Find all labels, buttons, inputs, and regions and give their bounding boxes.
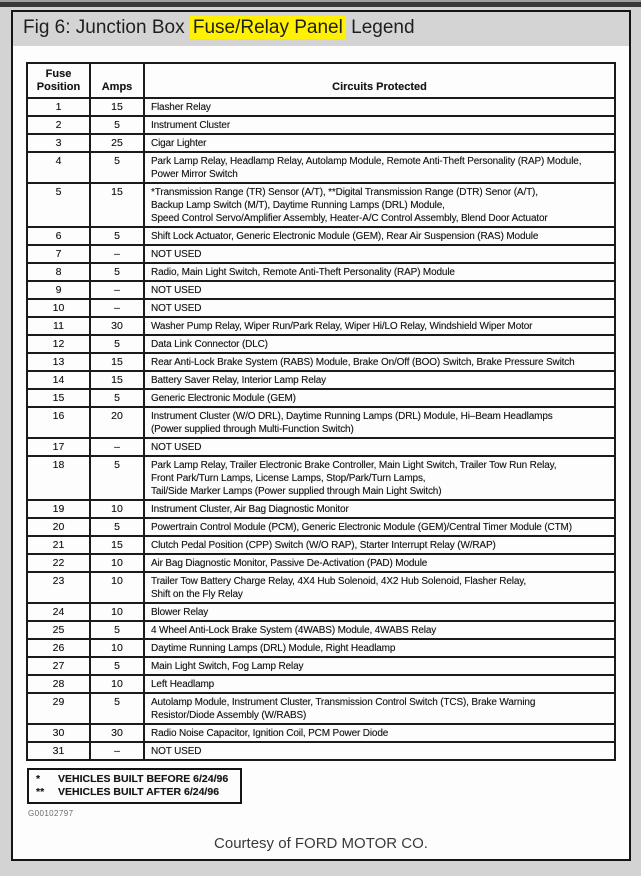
circuits-cell	[144, 603, 615, 621]
table-row	[27, 572, 615, 603]
fuse-position-cell: 30	[27, 724, 90, 742]
circuits-cell	[144, 299, 615, 317]
amps-cell: 5	[90, 621, 144, 639]
circuits-cell	[144, 675, 615, 693]
circuit-line: NOT USED	[151, 303, 202, 314]
amps-cell: 5	[90, 335, 144, 353]
amps-cell: 20	[90, 407, 144, 438]
fuse-position-cell: 19	[27, 500, 90, 518]
circuit-line: Radio Noise Capacitor, Ignition Coil, PCM Power Diode	[151, 728, 389, 739]
table-row	[27, 675, 615, 693]
circuit-line: Speed Control Servo/Amplifier Assembly, Heater-A/C Control Assembly, Blend Door Actuator	[151, 213, 548, 224]
fuse-position-cell: 16	[27, 407, 90, 438]
circuits-cell	[144, 335, 615, 353]
amps-cell: 10	[90, 603, 144, 621]
amps-cell: 25	[90, 134, 144, 152]
circuits-cell	[144, 317, 615, 335]
circuit-line: Generic Electronic Module (GEM)	[151, 393, 296, 404]
circuits-cell	[144, 572, 615, 603]
table-row	[27, 639, 615, 657]
circuit-line: Trailer Tow Battery Charge Relay, 4X4 Hub Solenoid, 4X2 Hub Solenoid, Flasher Relay,	[151, 576, 527, 587]
fuse-position-cell: 6	[27, 227, 90, 245]
fuse-position-cell: 22	[27, 554, 90, 572]
circuits-cell	[144, 536, 615, 554]
amps-cell: 15	[90, 536, 144, 554]
circuits-cell	[144, 438, 615, 456]
circuits-cell	[144, 639, 615, 657]
amps-cell: 10	[90, 675, 144, 693]
circuit-line: Powertrain Control Module (PCM), Generic Electronic Module (GEM)/Central Timer Module (CTM)	[151, 522, 572, 533]
footnote-row	[36, 773, 228, 786]
header-fuse-position: Fuse Position	[27, 63, 90, 98]
table-row	[27, 536, 615, 554]
amps-cell: 5	[90, 693, 144, 724]
circuits-cell	[144, 116, 615, 134]
figure-title-prefix: Fig 6: Junction Box	[23, 17, 190, 38]
header-circuits: Circuits Protected	[144, 63, 615, 98]
footnote-box	[27, 768, 242, 804]
amps-cell: 5	[90, 657, 144, 675]
fuse-position-cell: 27	[27, 657, 90, 675]
footnote-text: VEHICLES BUILT BEFORE 6/24/96	[58, 773, 229, 785]
table-row	[27, 281, 615, 299]
amps-cell: 5	[90, 116, 144, 134]
fuse-position-cell: 26	[27, 639, 90, 657]
fuse-position-cell: 11	[27, 317, 90, 335]
fuse-position-cell: 15	[27, 389, 90, 407]
figure-title-suffix: Legend	[345, 17, 415, 38]
fuse-position-cell: 3	[27, 134, 90, 152]
circuit-line: Clutch Pedal Position (CPP) Switch (W/O RAP), Starter Interrupt Relay (W/RAP)	[151, 540, 496, 551]
circuit-line: 4 Wheel Anti-Lock Brake System (4WABS) Module, 4WABS Relay	[151, 625, 437, 636]
table-header-row	[27, 63, 615, 98]
table-row	[27, 116, 615, 134]
table-row	[27, 263, 615, 281]
fuse-position-cell: 1	[27, 98, 90, 116]
fuse-position-cell: 12	[27, 335, 90, 353]
fuse-position-cell: 9	[27, 281, 90, 299]
table-row	[27, 371, 615, 389]
footnote-text: VEHICLES BUILT AFTER 6/24/96	[58, 786, 220, 798]
circuits-cell	[144, 456, 615, 500]
table-row	[27, 742, 615, 760]
circuit-line: NOT USED	[151, 249, 202, 260]
figure-title-bar	[13, 12, 629, 46]
circuits-cell	[144, 281, 615, 299]
fuse-position-cell: 29	[27, 693, 90, 724]
fuse-position-cell: 8	[27, 263, 90, 281]
amps-cell: 15	[90, 98, 144, 116]
amps-cell: 15	[90, 371, 144, 389]
fuse-position-cell: 25	[27, 621, 90, 639]
circuit-line: Instrument Cluster (W/O DRL), Daytime Running Lamps (DRL) Module, Hi–Beam Headlamps	[151, 411, 553, 422]
table-row	[27, 518, 615, 536]
fuse-position-cell: 13	[27, 353, 90, 371]
footer-credit: Courtesy of FORD MOTOR CO.	[214, 835, 428, 852]
amps-cell: 5	[90, 263, 144, 281]
circuit-line: Autolamp Module, Instrument Cluster, Transmission Control Switch (TCS), Brake Warning	[151, 697, 536, 708]
fuse-position-cell: 18	[27, 456, 90, 500]
circuits-cell	[144, 134, 615, 152]
fuse-table-body	[27, 98, 615, 760]
circuits-cell	[144, 554, 615, 572]
fuse-position-cell: 21	[27, 536, 90, 554]
circuits-cell	[144, 500, 615, 518]
amps-cell: 10	[90, 572, 144, 603]
table-row	[27, 724, 615, 742]
amps-cell: 10	[90, 639, 144, 657]
circuits-cell	[144, 621, 615, 639]
circuit-line: NOT USED	[151, 442, 202, 453]
circuit-line: Park Lamp Relay, Headlamp Relay, Autolamp Module, Remote Anti-Theft Personality (RAP) Module,	[151, 156, 582, 167]
amps-cell: 5	[90, 518, 144, 536]
circuit-line: Cigar Lighter	[151, 138, 207, 149]
amps-cell: 5	[90, 389, 144, 407]
table-row	[27, 98, 615, 116]
page-content	[13, 62, 629, 818]
amps-cell: 30	[90, 317, 144, 335]
circuits-cell	[144, 152, 615, 183]
amps-cell: –	[90, 742, 144, 760]
footnote-marker: **	[36, 786, 45, 798]
table-row	[27, 456, 615, 500]
circuit-line: Battery Saver Relay, Interior Lamp Relay	[151, 375, 327, 386]
circuits-cell	[144, 263, 615, 281]
circuits-cell	[144, 693, 615, 724]
circuits-cell	[144, 657, 615, 675]
circuit-line: Power Mirror Switch	[151, 169, 238, 180]
circuit-line: Tail/Side Marker Lamps (Power supplied through Main Light Switch)	[151, 486, 442, 497]
table-row	[27, 500, 615, 518]
circuits-cell	[144, 742, 615, 760]
fuse-position-cell: 28	[27, 675, 90, 693]
amps-cell: –	[90, 299, 144, 317]
fuse-table	[26, 62, 616, 761]
circuit-line: Front Park/Turn Lamps, License Lamps, Stop/Park/Turn Lamps,	[151, 473, 426, 484]
table-row	[27, 134, 615, 152]
circuits-cell	[144, 389, 615, 407]
circuits-cell	[144, 98, 615, 116]
circuit-line: Rear Anti-Lock Brake System (RABS) Module, Brake On/Off (BOO) Switch, Brake Pressure Switch	[151, 357, 575, 368]
figure-code: G00102797	[28, 809, 74, 818]
fuse-position-cell: 23	[27, 572, 90, 603]
figure-title-highlight: Fuse/Relay Panel	[190, 16, 346, 39]
circuit-line: NOT USED	[151, 285, 202, 296]
circuit-line: Data Link Connector (DLC)	[151, 339, 268, 350]
fuse-position-cell: 17	[27, 438, 90, 456]
amps-cell: 30	[90, 724, 144, 742]
table-row	[27, 335, 615, 353]
fuse-position-cell: 24	[27, 603, 90, 621]
circuits-cell	[144, 245, 615, 263]
circuit-line: *Transmission Range (TR) Sensor (A/T), **Digital Transmission Range (DTR) Senor (A/T),	[151, 187, 538, 198]
circuit-line: Backup Lamp Switch (M/T), Daytime Running Lamps (DRL) Module,	[151, 200, 445, 211]
amps-cell: 5	[90, 227, 144, 245]
table-row	[27, 603, 615, 621]
amps-cell: 10	[90, 554, 144, 572]
footnote-marker: *	[36, 773, 41, 785]
circuits-cell	[144, 407, 615, 438]
circuits-cell	[144, 227, 615, 245]
circuits-cell	[144, 724, 615, 742]
window-top-bar	[0, 0, 641, 7]
header-amps: Amps	[90, 63, 144, 98]
circuits-cell	[144, 353, 615, 371]
amps-cell: 5	[90, 152, 144, 183]
table-row	[27, 693, 615, 724]
circuit-line: Left Headlamp	[151, 679, 215, 690]
table-row	[27, 407, 615, 438]
table-row	[27, 389, 615, 407]
footnote-row	[36, 786, 228, 799]
table-row	[27, 152, 615, 183]
circuit-line: Air Bag Diagnostic Monitor, Passive De-Activation (PAD) Module	[151, 558, 428, 569]
circuits-cell	[144, 518, 615, 536]
amps-cell: –	[90, 438, 144, 456]
amps-cell: 5	[90, 456, 144, 500]
circuit-line: (Power supplied through Multi-Function Switch)	[151, 424, 354, 435]
document-page	[11, 10, 631, 861]
circuit-line: Instrument Cluster, Air Bag Diagnostic Monitor	[151, 504, 349, 515]
table-row	[27, 554, 615, 572]
circuit-line: Shift on the Fly Relay	[151, 589, 243, 600]
table-row	[27, 183, 615, 227]
circuit-line: Daytime Running Lamps (DRL) Module, Right Headlamp	[151, 643, 396, 654]
table-row	[27, 245, 615, 263]
table-row	[27, 353, 615, 371]
fuse-position-cell: 31	[27, 742, 90, 760]
amps-cell: 15	[90, 353, 144, 371]
fuse-position-cell: 14	[27, 371, 90, 389]
circuit-line: Instrument Cluster	[151, 120, 230, 131]
circuit-line: Blower Relay	[151, 607, 209, 618]
table-row	[27, 621, 615, 639]
table-row	[27, 657, 615, 675]
fuse-position-cell: 5	[27, 183, 90, 227]
table-row	[27, 299, 615, 317]
table-row	[27, 317, 615, 335]
circuits-cell	[144, 371, 615, 389]
fuse-position-cell: 7	[27, 245, 90, 263]
table-row	[27, 227, 615, 245]
circuit-line: Resistor/Diode Assembly (W/RABS)	[151, 710, 307, 721]
circuit-line: NOT USED	[151, 746, 202, 757]
circuit-line: Shift Lock Actuator, Generic Electronic Module (GEM), Rear Air Suspension (RAS) Module	[151, 231, 539, 242]
circuit-line: Washer Pump Relay, Wiper Run/Park Relay, Wiper Hi/LO Relay, Windshield Wiper Motor	[151, 321, 533, 332]
table-row	[27, 438, 615, 456]
fuse-position-cell: 10	[27, 299, 90, 317]
circuit-line: Radio, Main Light Switch, Remote Anti-Theft Personality (RAP) Module	[151, 267, 455, 278]
amps-cell: –	[90, 245, 144, 263]
fuse-position-cell: 4	[27, 152, 90, 183]
circuits-cell	[144, 183, 615, 227]
fuse-position-cell: 2	[27, 116, 90, 134]
amps-cell: –	[90, 281, 144, 299]
fuse-position-cell: 20	[27, 518, 90, 536]
circuit-line: Park Lamp Relay, Trailer Electronic Brake Controller, Main Light Switch, Trailer Tow Run Relay,	[151, 460, 557, 471]
amps-cell: 15	[90, 183, 144, 227]
amps-cell: 10	[90, 500, 144, 518]
circuit-line: Flasher Relay	[151, 102, 211, 113]
circuit-line: Main Light Switch, Fog Lamp Relay	[151, 661, 304, 672]
